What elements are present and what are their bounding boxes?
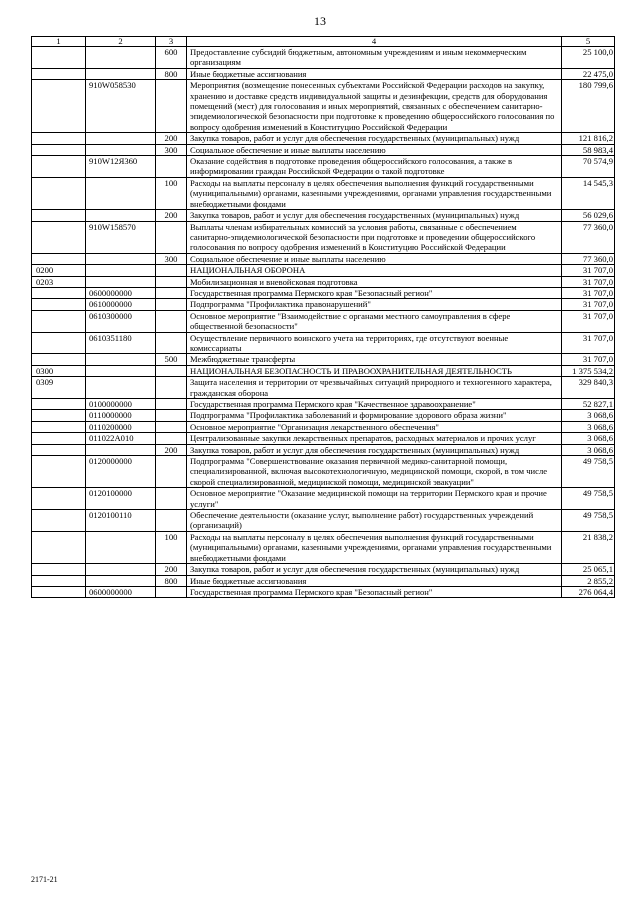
target-article-cell xyxy=(86,377,156,399)
section-code-cell xyxy=(32,332,86,354)
table-body xyxy=(32,47,615,598)
target-article-cell: 0610351180 xyxy=(86,332,156,354)
amount-cell: 276 064,4 xyxy=(562,586,615,597)
table-row xyxy=(32,410,615,421)
target-article-cell xyxy=(86,133,156,144)
section-code-cell: 0203 xyxy=(32,276,86,287)
target-article-cell xyxy=(86,354,156,365)
description-cell: НАЦИОНАЛЬНАЯ ОБОРОНА xyxy=(187,265,562,276)
section-code-cell xyxy=(32,156,86,178)
target-article-cell: 0120100110 xyxy=(86,510,156,532)
target-article-cell: 0110200000 xyxy=(86,421,156,432)
table-row xyxy=(32,510,615,532)
section-code-cell xyxy=(32,575,86,586)
description-cell: Закупка товаров, работ и услуг для обеспечения государственных (муниципальных) нужд xyxy=(187,210,562,221)
description-cell: Подпрограмма "Профилактика заболеваний и формирование здорового образа жизни" xyxy=(187,410,562,421)
expense-type-cell xyxy=(156,332,187,354)
amount-cell: 22 475,0 xyxy=(562,68,615,79)
table-row xyxy=(32,276,615,287)
amount-cell: 31 707,0 xyxy=(562,276,615,287)
amount-cell: 58 983,4 xyxy=(562,144,615,155)
table-row xyxy=(32,433,615,444)
section-code-cell xyxy=(32,210,86,221)
amount-cell: 49 758,5 xyxy=(562,456,615,488)
table-row xyxy=(32,156,615,178)
amount-cell: 31 707,0 xyxy=(562,332,615,354)
expense-type-cell: 300 xyxy=(156,253,187,264)
section-code-cell xyxy=(32,310,86,332)
amount-cell: 21 838,2 xyxy=(562,531,615,563)
target-article-cell: 0120100000 xyxy=(86,488,156,510)
amount-cell: 31 707,0 xyxy=(562,310,615,332)
expense-type-cell: 300 xyxy=(156,144,187,155)
amount-cell: 52 827,1 xyxy=(562,399,615,410)
target-article-cell xyxy=(86,47,156,69)
amount-cell: 49 758,5 xyxy=(562,510,615,532)
target-article-cell xyxy=(86,276,156,287)
description-cell: Предоставление субсидий бюджетным, автономным учреждениям и иным некоммерческим организациям xyxy=(187,47,562,69)
table-row xyxy=(32,421,615,432)
expense-type-cell xyxy=(156,156,187,178)
target-article-cell xyxy=(86,564,156,575)
table-row xyxy=(32,265,615,276)
expense-type-cell: 800 xyxy=(156,68,187,79)
section-code-cell: 0200 xyxy=(32,265,86,276)
description-cell: Основное мероприятие "Оказание медицинской помощи на территории Пермского края и прочие услуги" xyxy=(187,488,562,510)
description-cell: Социальное обеспечение и иные выплаты населению xyxy=(187,144,562,155)
description-cell: Выплаты членам избирательных комиссий за условия работы, связанные с обеспечением санитарно-эпидемиологической безопасности при подготовке и проведении общероссийского голосования по вопросу одобрения изменений в Конституцию Российской Федерации xyxy=(187,221,562,253)
description-cell: НАЦИОНАЛЬНАЯ БЕЗОПАСНОСТЬ И ПРАВООХРАНИТЕЛЬНАЯ ДЕЯТЕЛЬНОСТЬ xyxy=(187,365,562,376)
description-cell: Государственная программа Пермского края "Безопасный регион" xyxy=(187,287,562,298)
target-article-cell: 0600000000 xyxy=(86,287,156,298)
section-code-cell xyxy=(32,444,86,455)
amount-cell: 31 707,0 xyxy=(562,287,615,298)
expense-type-cell: 200 xyxy=(156,210,187,221)
amount-cell: 56 029,6 xyxy=(562,210,615,221)
target-article-cell xyxy=(86,144,156,155)
description-cell: Подпрограмма "Профилактика правонарушений" xyxy=(187,299,562,310)
description-cell: Централизованные закупки лекарственных препаратов, расходных материалов и прочих услуг xyxy=(187,433,562,444)
section-code-cell xyxy=(32,299,86,310)
table-row xyxy=(32,287,615,298)
expense-type-cell xyxy=(156,421,187,432)
section-code-cell xyxy=(32,399,86,410)
section-code-cell xyxy=(32,410,86,421)
document-code: 2171-21 xyxy=(31,875,58,884)
description-cell: Закупка товаров, работ и услуг для обеспечения государственных (муниципальных) нужд xyxy=(187,564,562,575)
amount-cell: 3 068,6 xyxy=(562,433,615,444)
table-row xyxy=(32,531,615,563)
table-row xyxy=(32,332,615,354)
target-article-cell xyxy=(86,177,156,209)
table-row xyxy=(32,377,615,399)
description-cell: Закупка товаров, работ и услуг для обеспечения государственных (муниципальных) нужд xyxy=(187,133,562,144)
expense-type-cell xyxy=(156,265,187,276)
target-article-cell xyxy=(86,531,156,563)
section-code-cell xyxy=(32,586,86,597)
section-code-cell xyxy=(32,80,86,133)
amount-cell: 25 100,0 xyxy=(562,47,615,69)
header-col-4: 4 xyxy=(187,37,562,47)
expense-type-cell xyxy=(156,377,187,399)
target-article-cell: 0610000000 xyxy=(86,299,156,310)
page-number: 13 xyxy=(314,14,326,28)
section-code-cell xyxy=(32,133,86,144)
description-cell: Оказание содействия в подготовке проведения общероссийского голосования, а также в информировании граждан Российской Федерации о такой подготовке xyxy=(187,156,562,178)
description-cell: Социальное обеспечение и иные выплаты населению xyxy=(187,253,562,264)
expense-type-cell xyxy=(156,586,187,597)
table-row xyxy=(32,299,615,310)
expense-type-cell xyxy=(156,80,187,133)
target-article-cell xyxy=(86,444,156,455)
table-row xyxy=(32,47,615,69)
description-cell: Обеспечение деятельности (оказание услуг, выполнение работ) государственных учреждений (организаций) xyxy=(187,510,562,532)
expense-type-cell xyxy=(156,456,187,488)
amount-cell: 180 799,6 xyxy=(562,80,615,133)
amount-cell: 77 360,0 xyxy=(562,253,615,264)
section-code-cell xyxy=(32,421,86,432)
amount-cell: 31 707,0 xyxy=(562,299,615,310)
amount-cell: 14 545,3 xyxy=(562,177,615,209)
table-row xyxy=(32,586,615,597)
table-row xyxy=(32,365,615,376)
table-row xyxy=(32,177,615,209)
description-cell: Расходы на выплаты персоналу в целях обеспечения выполнения функций государственными (муниципальными) органами, казенными учреждениями, органами управления государственными внебюджетными фондами xyxy=(187,531,562,563)
expense-type-cell: 100 xyxy=(156,177,187,209)
expense-type-cell xyxy=(156,399,187,410)
amount-cell: 3 068,6 xyxy=(562,421,615,432)
target-article-cell: 910W058530 xyxy=(86,80,156,133)
expense-type-cell xyxy=(156,510,187,532)
target-article-cell: 0610300000 xyxy=(86,310,156,332)
target-article-cell xyxy=(86,253,156,264)
description-cell: Иные бюджетные ассигнования xyxy=(187,575,562,586)
section-code-cell xyxy=(32,177,86,209)
table-row xyxy=(32,80,615,133)
amount-cell: 70 574,9 xyxy=(562,156,615,178)
amount-cell: 3 068,6 xyxy=(562,410,615,421)
expense-type-cell: 100 xyxy=(156,531,187,563)
table-row xyxy=(32,133,615,144)
table-row xyxy=(32,444,615,455)
description-cell: Государственная программа Пермского края "Качественное здравоохранение" xyxy=(187,399,562,410)
expense-type-cell xyxy=(156,488,187,510)
amount-cell: 31 707,0 xyxy=(562,265,615,276)
amount-cell: 49 758,5 xyxy=(562,488,615,510)
expense-type-cell xyxy=(156,221,187,253)
table-row xyxy=(32,221,615,253)
section-code-cell xyxy=(32,488,86,510)
expense-type-cell: 200 xyxy=(156,564,187,575)
section-code-cell xyxy=(32,287,86,298)
target-article-cell xyxy=(86,68,156,79)
description-cell: Подпрограмма "Совершенствование оказания первичной медико-санитарной помощи, специализированной, включая высокотехнологичную, медицинской помощи, скорой, в том числе скорой специализированной, медицинской помощи, медицинской эвакуации" xyxy=(187,456,562,488)
description-cell: Основное мероприятие "Организация лекарственного обеспечения" xyxy=(187,421,562,432)
amount-cell: 2 855,2 xyxy=(562,575,615,586)
amount-cell: 3 068,6 xyxy=(562,444,615,455)
table-row xyxy=(32,310,615,332)
target-article-cell xyxy=(86,575,156,586)
description-cell: Осуществление первичного воинского учета на территориях, где отсутствуют военные комиссариаты xyxy=(187,332,562,354)
header-col-3: 3 xyxy=(156,37,187,47)
expense-type-cell: 500 xyxy=(156,354,187,365)
header-col-1: 1 xyxy=(32,37,86,47)
header-col-2: 2 xyxy=(86,37,156,47)
target-article-cell: 910W158570 xyxy=(86,221,156,253)
description-cell: Закупка товаров, работ и услуг для обеспечения государственных (муниципальных) нужд xyxy=(187,444,562,455)
amount-cell: 25 065,1 xyxy=(562,564,615,575)
description-cell: Защита населения и территории от чрезвычайных ситуаций природного и техногенного характера, гражданская оборона xyxy=(187,377,562,399)
description-cell: Расходы на выплаты персоналу в целях обеспечения выполнения функций государственными (муниципальными) органами, казенными учреждениями, органами управления государственными внебюджетными фондами xyxy=(187,177,562,209)
table-row xyxy=(32,253,615,264)
section-code-cell xyxy=(32,68,86,79)
section-code-cell xyxy=(32,564,86,575)
description-cell: Межбюджетные трансферты xyxy=(187,354,562,365)
target-article-cell: 0100000000 xyxy=(86,399,156,410)
target-article-cell xyxy=(86,210,156,221)
expense-type-cell xyxy=(156,299,187,310)
amount-cell: 329 840,3 xyxy=(562,377,615,399)
target-article-cell: 910W12Я360 xyxy=(86,156,156,178)
table-row xyxy=(32,144,615,155)
amount-cell: 77 360,0 xyxy=(562,221,615,253)
expense-type-cell xyxy=(156,310,187,332)
section-code-cell xyxy=(32,47,86,69)
target-article-cell: 011022A010 xyxy=(86,433,156,444)
table-row xyxy=(32,564,615,575)
header-row xyxy=(32,37,615,47)
section-code-cell xyxy=(32,510,86,532)
section-code-cell xyxy=(32,456,86,488)
target-article-cell: 0120000000 xyxy=(86,456,156,488)
target-article-cell xyxy=(86,365,156,376)
section-code-cell xyxy=(32,253,86,264)
expense-type-cell: 800 xyxy=(156,575,187,586)
expense-type-cell: 200 xyxy=(156,133,187,144)
table-row xyxy=(32,488,615,510)
section-code-cell xyxy=(32,144,86,155)
budget-table xyxy=(31,36,615,598)
target-article-cell: 0110000000 xyxy=(86,410,156,421)
table-row xyxy=(32,210,615,221)
expense-type-cell: 600 xyxy=(156,47,187,69)
description-cell: Иные бюджетные ассигнования xyxy=(187,68,562,79)
section-code-cell: 0309 xyxy=(32,377,86,399)
header-col-5: 5 xyxy=(562,37,615,47)
amount-cell: 1 375 534,2 xyxy=(562,365,615,376)
amount-cell: 31 707,0 xyxy=(562,354,615,365)
section-code-cell xyxy=(32,354,86,365)
section-code-cell: 0300 xyxy=(32,365,86,376)
description-cell: Мероприятия (возмещение понесенных субъектами Российской Федерации расходов на закупку, хранению и доставке средств индивидуальной защиты и дезинфекции, средств для оборудования помещений (мест) для голосования и иных мероприятий, связанных с обеспечением санитарно-эпидемиологической безопасности при подготовке к проведению общероссийского голосования по вопросу одобрения изменений в Конституцию Российской Федерации xyxy=(187,80,562,133)
target-article-cell: 0600000000 xyxy=(86,586,156,597)
table-row xyxy=(32,456,615,488)
table-row xyxy=(32,575,615,586)
table-row xyxy=(32,354,615,365)
expense-type-cell xyxy=(156,287,187,298)
description-cell: Государственная программа Пермского края "Безопасный регион" xyxy=(187,586,562,597)
description-cell: Мобилизационная и вневойсковая подготовка xyxy=(187,276,562,287)
target-article-cell xyxy=(86,265,156,276)
section-code-cell xyxy=(32,433,86,444)
expense-type-cell xyxy=(156,276,187,287)
table-row xyxy=(32,399,615,410)
expense-type-cell xyxy=(156,365,187,376)
description-cell: Основное мероприятие "Взаимодействие с органами местного самоуправления в сфере общественной безопасности" xyxy=(187,310,562,332)
expense-type-cell xyxy=(156,433,187,444)
expense-type-cell xyxy=(156,410,187,421)
expense-type-cell: 200 xyxy=(156,444,187,455)
table-row xyxy=(32,68,615,79)
amount-cell: 121 816,2 xyxy=(562,133,615,144)
section-code-cell xyxy=(32,531,86,563)
section-code-cell xyxy=(32,221,86,253)
